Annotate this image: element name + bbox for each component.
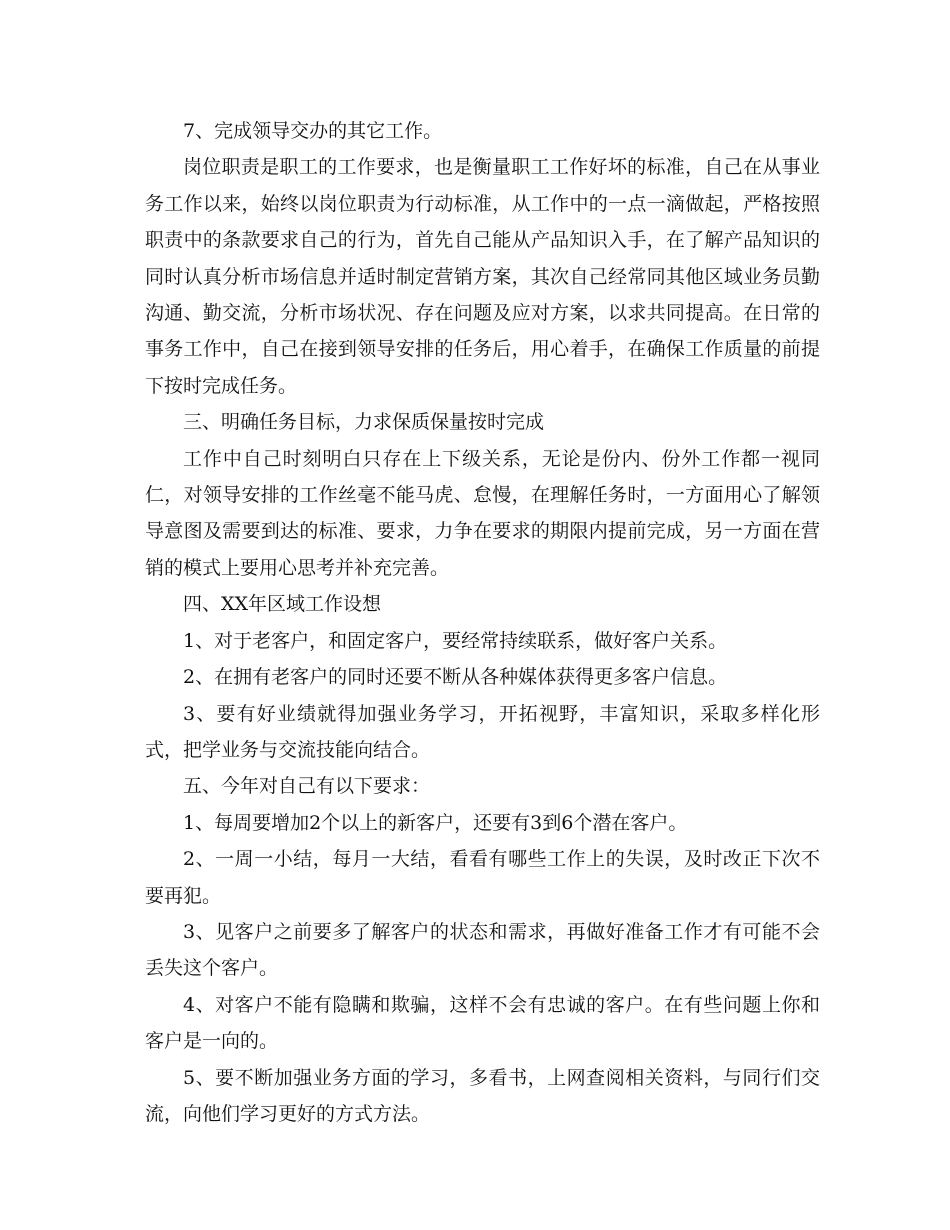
requirement-item-5: 5、要不断加强业务方面的学习，多看书，上网查阅相关资料，与同行们交流，向他们学习更好的方式方法。 bbox=[145, 1066, 820, 1125]
section-heading-4: 四、XX年区域工作设想 bbox=[183, 593, 382, 616]
paragraph-job-duties: 岗位职责是职工的工作要求，也是衡量职工工作好坏的标准，自己在从事业务工作以来，始终以岗位职责为行动标准，从工作中的一点一滴做起，严格按照职责中的条款要求自己的行为，首先自己能从产品知识入手，在了解产品知识的同时认真分析市场信息并适时制定营销方案，其次自己经常同其他区域业务员勤沟通、勤交流，分析市场状况、存在问题及应对方案，以求共同提高。在日常的事务工作中，自己在接到领导安排的任务后，用心着手，在确保工作质量的前提下按时完成任务。 bbox=[145, 156, 820, 397]
paragraph-work-attitude: 工作中自己时刻明白只存在上下级关系，无论是份内、份外工作都一视同仁，对领导安排的工作丝毫不能马虎、怠慢，在理解任务时，一方面用心了解领导意图及需要到达的标准、要求，力争在要求的期限内提前完成，另一方面在营销的模式上要用心思考并补充完善。 bbox=[145, 447, 820, 579]
requirement-item-2: 2、一周一小结，每月一大结，看看有哪些工作上的失误，及时改正下次不要再犯。 bbox=[145, 848, 820, 907]
paragraph-item-7: 7、完成领导交办的其它工作。 bbox=[183, 120, 443, 142]
requirement-item-3: 3、见客户之前要多了解客户的状态和需求，再做好准备工作才有可能不会丢失这个客户。 bbox=[145, 920, 820, 980]
section-heading-5: 五、今年对自己有以下要求： bbox=[183, 775, 431, 798]
section-heading-3: 三、明确任务目标，力求保质保量按时完成 bbox=[183, 411, 545, 434]
plan-item-1: 1、对于老客户，和固定客户，要经常持续联系，做好客户关系。 bbox=[183, 629, 728, 652]
requirement-item-1: 1、每周要增加2个以上的新客户，还要有3到6个潜在客户。 bbox=[183, 811, 688, 834]
plan-item-2: 2、在拥有老客户的同时还要不断从各种媒体获得更多客户信息。 bbox=[183, 666, 728, 689]
plan-item-3: 3、要有好业绩就得加强业务学习，开拓视野，丰富知识，采取多样化形式，把学业务与交流技能向结合。 bbox=[145, 702, 820, 761]
document-body bbox=[145, 113, 820, 1132]
requirement-item-4: 4、对客户不能有隐瞒和欺骗，这样不会有忠诚的客户。在有些问题上你和客户是一向的。 bbox=[145, 993, 820, 1053]
